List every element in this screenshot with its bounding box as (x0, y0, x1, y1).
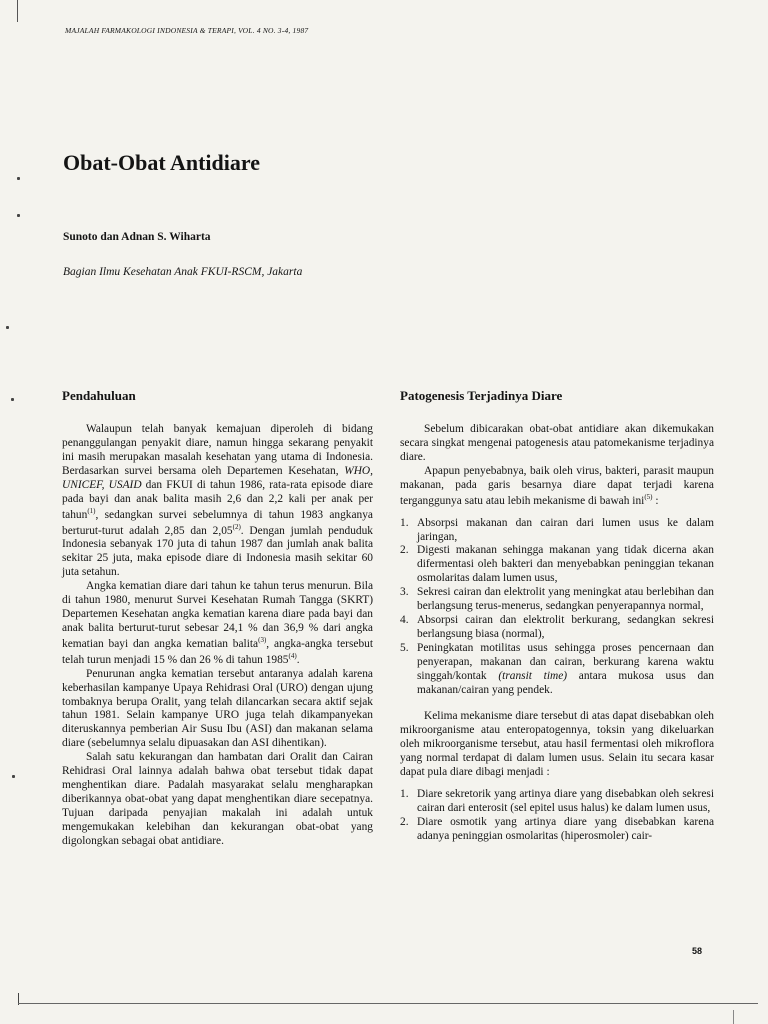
scan-bottom-line (18, 1003, 758, 1004)
list-item: 4. Absorpsi cairan dan elektrolit berkurang, sedangkan sekresi berlangsung biasa (normal), (400, 614, 714, 641)
right-column (400, 388, 714, 844)
scan-edge-mark (733, 1010, 734, 1024)
affiliation: Bagian Ilmu Kesehatan Anak FKUI-RSCM, Jakarta (63, 266, 303, 278)
section-heading-patogenesis: Patogenesis Terjadinya Diare (400, 388, 563, 403)
citation: (2) (232, 522, 241, 531)
scan-speck (17, 214, 20, 217)
article-title: Obat-Obat Antidiare (63, 150, 261, 175)
diarrhea-type-list (400, 788, 714, 844)
scan-edge-mark (17, 0, 18, 22)
list-item: 3. Sekresi cairan dan elektrolit yang meningkat atau berlebihan dan berlangsung terus-menerus, sedangkan penyerapannya normal, (400, 586, 714, 613)
journal-header: MAJALAH FARMAKOLOGI INDONESIA & TERAPI, VOL. 4 NO. 3-4, 1987 (65, 26, 309, 35)
paragraph: Walaupun telah banyak kemajuan diperoleh di bidang penanggulangan penyakit diare, namun hingga sekarang penyakit ini masih merupakan masalah kesehatan yang utama di Indonesia. Berdasarkan survei bersama oleh Departemen Kesehatan, WHO, UNICEF, USAID dan FKUI di tahun 1986, rata-rata episode diare pada bayi dan anak balita masih 2,6 dan 2,2 kali per anak per tahun$^{(1)}$, sedangkan survei sebelumnya di tahun 1983 angkanya berturut-turut adalah 2,85 dan 2,05$^{(2)}$. Dengan jumlah penduduk Indonesia sebanyak 170 juta di tahun 1987 dan jumlah anak balita sekitar 25 juta, maka episode diare di Indonesia masih sekitar 60 juta setahun. (62, 422, 374, 579)
scan-speck (17, 177, 20, 180)
paragraph: Angka kematian diare dari tahun ke tahun terus menurun. Bila di tahun 1980, menurut Survei Kesehatan Rumah Tangga (SKRT) Departemen Kesehatan angka kematian karena diare pada bayi dan anak balita berturut-turut sebesar 24,1 % dan 36,9 % dari angka kematian bayi dan angka kematian balita$^{(3)}$, angka-angka tersebut telah turun menjadi 15 % dan 26 % di tahun 1985$^{(4)}$. (62, 580, 373, 666)
list-item: 2. Diare osmotik yang artinya diare yang disebabkan karena adanya peninggian osmolaritas (hiperosmoler) cair- (400, 815, 714, 842)
paragraph: Penurunan angka kematian tersebut antaranya adalah karena keberhasilan kampanye Upaya Rehidrasi Oral (URO) dengan ujung tombaknya berupa Oralit, yang telah dilancarkan secara aktif sejak tahun 1981. Selain kampanye URO juga telah dikampanyekan diteruskannya pemberian Air Susu Ibu (ASI) dan makanan selama diare (sebelumnya selalu dipuasakan dan ASI dihentikan). (62, 667, 373, 750)
left-column (62, 388, 373, 849)
list-item: 2. Digesti makanan sehingga makanan yang tidak dicerna akan difermentasi oleh bakteri dan menyebabkan peninggian tekanan osmolaritas dalam lumen usus, (400, 544, 714, 585)
scan-speck (6, 326, 9, 329)
scan-speck (11, 398, 14, 401)
list-item: 1. Diare sekretorik yang artinya diare yang disebabkan oleh sekresi cairan dari enterosit (sel epitel usus halus) ke dalam lumen usus, (400, 787, 714, 814)
mechanism-list (400, 517, 714, 699)
paragraph: Sebelum dibicarakan obat-obat antidiare akan dikemukakan secara singkat mengenai patogenesis atau patomekanisme terjadinya diare. (400, 422, 714, 463)
paragraph: Kelima mekanisme diare tersebut di atas dapat disebabkan oleh mikroorganisme atau enteropatogennya, toksin yang dikeluarkan oleh mikroorganisme tersebut, atau hasil fermentasi oleh mikroflora yang normal terdapat di dalam lumen usus. Selain itu secara kasar dapat pula diare dibagi menjadi : (400, 710, 714, 778)
paragraph: Apapun penyebabnya, baik oleh virus, bakteri, parasit maupun makanan, pada garis besarnya diare dapat terjadi karena terganggunya satu atau lebih mekanisme di bawah ini$^{(5)}$ : (400, 464, 714, 507)
scan-speck (12, 775, 15, 778)
authors: Sunoto dan Adnan S. Wiharta (63, 231, 211, 243)
section-heading-pendahuluan: Pendahuluan (62, 388, 136, 403)
paragraph: Salah satu kekurangan dan hambatan dari Oralit dan Cairan Rehidrasi Oral lainnya adalah bahwa obat tersebut tidak dapat menghentikan diare. Padalah masyarakat selalu mengharapkan diberikannya obat-obat yang dapat menghentikan diare secepatnya. Tujuan daripada penyajian makalah ini adalah untuk mengemukakan kelebihan dan kekurangan obat-obat yang digolongkan sebagai obat antidiare. (62, 751, 373, 848)
citation: (3) (258, 636, 267, 645)
list-item: 1. Absorpsi makanan dan cairan dari lumen usus ke dalam jaringan, (400, 516, 714, 543)
page-number: 58 (692, 946, 703, 956)
list-item: 5. Peningkatan motilitas usus sehingga proses pencernaan dan penyerapan, makanan dan cairan, berkurang karena waktu singgah/kontak (transit time) antara mukosa usus dan makanan/cairan yang pendek. (400, 642, 715, 697)
citation: (4) (288, 651, 297, 660)
citation: (5) (644, 492, 653, 501)
citation: (1) (87, 506, 96, 515)
